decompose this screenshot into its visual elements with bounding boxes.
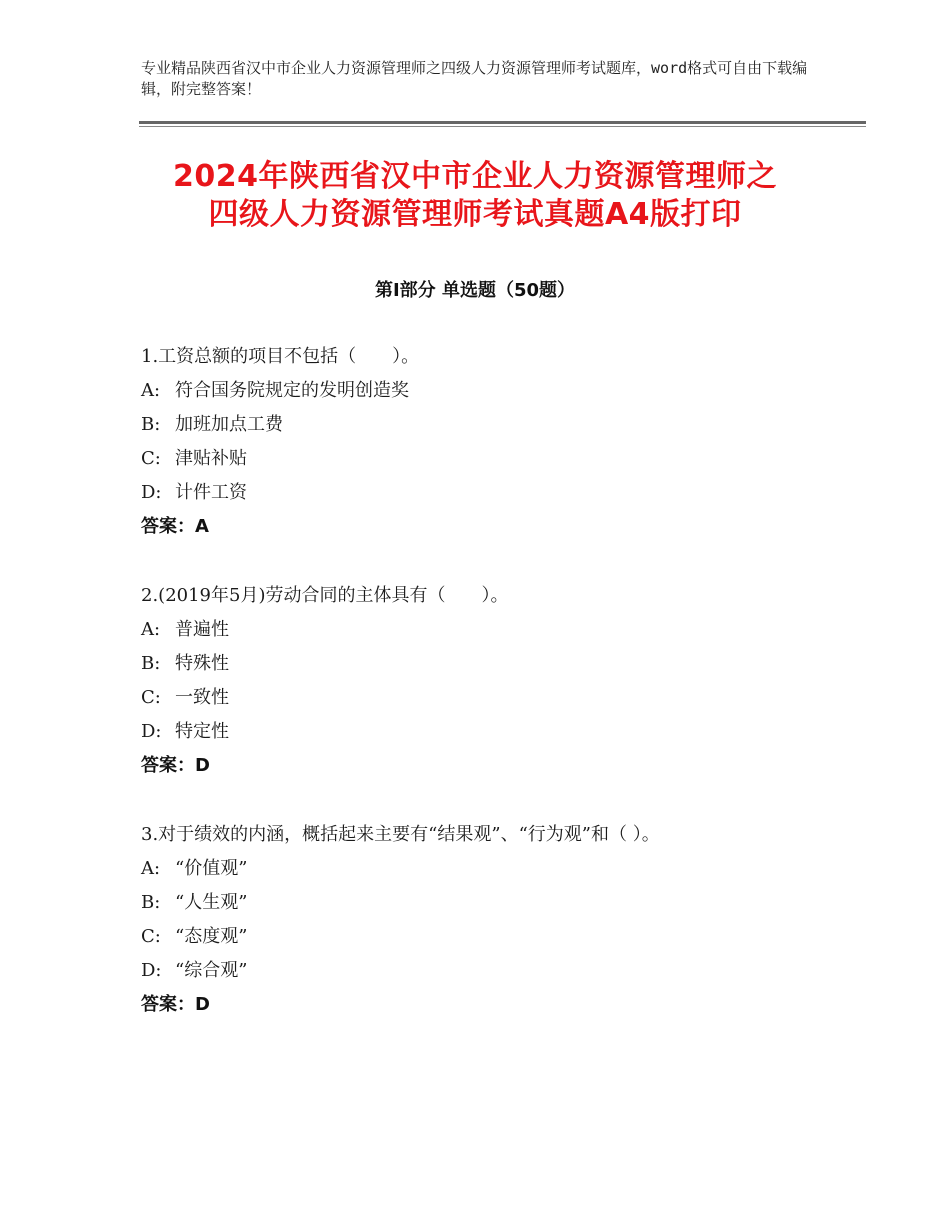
option-b <box>141 647 841 681</box>
option-text: “价值观” <box>175 858 248 879</box>
option-key: C: <box>141 926 161 947</box>
option-text: 加班加点工费 <box>175 414 283 435</box>
option-key: C: <box>141 687 161 708</box>
section-title: 第Ⅰ部分 单选题（50题） <box>374 280 575 301</box>
option-key: A: <box>141 858 161 879</box>
option-d <box>141 476 841 510</box>
header-divider <box>139 121 866 124</box>
option-key: B: <box>141 892 161 913</box>
option-text: 特定性 <box>175 721 229 742</box>
option-text: 普遍性 <box>175 619 229 640</box>
answer: 答案：D <box>141 755 210 776</box>
option-key: D: <box>141 482 162 503</box>
question-3 <box>141 818 761 1022</box>
document-title-line-1: 2024年陕西省汉中市企业人力资源管理师之 <box>173 159 777 194</box>
document-title-line-2: 四级人力资源管理师考试真题A4版打印 <box>208 197 742 232</box>
option-text: “态度观” <box>175 926 248 947</box>
question-2 <box>141 579 841 783</box>
option-a <box>141 613 841 647</box>
document-title <box>100 158 850 234</box>
option-key: D: <box>141 721 162 742</box>
option-text: “综合观” <box>175 960 248 981</box>
option-a <box>141 374 841 408</box>
option-text: 计件工资 <box>175 482 247 503</box>
header-note: 专业精品陕西省汉中市企业人力资源管理师之四级人力资源管理师考试题库，word格式可自由下载编辑，附完整答案！ <box>141 59 808 98</box>
option-key: D: <box>141 960 162 981</box>
option-c <box>141 920 761 954</box>
option-key: A: <box>141 380 161 401</box>
option-key: C: <box>141 448 161 469</box>
option-d <box>141 715 841 749</box>
option-text: 特殊性 <box>175 653 229 674</box>
question-stem: 1.工资总额的项目不包括（ ）。 <box>141 346 420 367</box>
question-stem: 2.(2019年5月)劳动合同的主体具有（ ）。 <box>141 585 509 606</box>
option-text: “人生观” <box>175 892 248 913</box>
question-1 <box>141 340 841 544</box>
question-stem: 3.对于绩效的内涵，概括起来主要有“结果观”、“行为观”和（ ）。 <box>141 824 660 845</box>
option-b <box>141 886 761 920</box>
option-a <box>141 852 761 886</box>
answer: 答案：D <box>141 994 210 1015</box>
option-text: 津贴补贴 <box>175 448 247 469</box>
answer: 答案：A <box>141 516 209 537</box>
option-key: B: <box>141 414 161 435</box>
option-key: A: <box>141 619 161 640</box>
option-d <box>141 954 761 988</box>
option-b <box>141 408 841 442</box>
option-text: 符合国务院规定的发明创造奖 <box>175 380 409 401</box>
header-divider-thin <box>139 126 866 127</box>
option-c <box>141 681 841 715</box>
option-text: 一致性 <box>175 687 229 708</box>
option-key: B: <box>141 653 161 674</box>
option-c <box>141 442 841 476</box>
